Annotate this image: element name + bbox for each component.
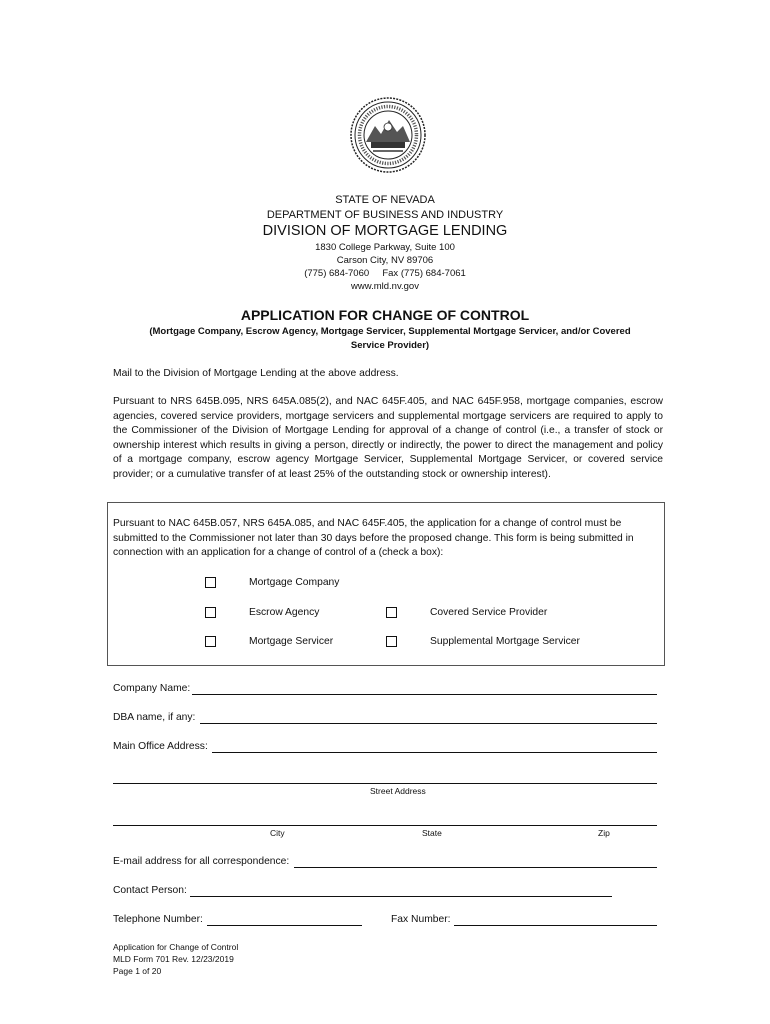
department-name: DEPARTMENT OF BUSINESS AND INDUSTRY — [266, 209, 504, 221]
label-mortgage-company: Mortgage Company — [249, 577, 340, 588]
label-supplemental-mortgage-servicer: Supplemental Mortgage Servicer — [430, 636, 580, 647]
company-name-field[interactable] — [192, 694, 657, 695]
street-address-caption: Street Address — [370, 786, 426, 796]
label-covered-service-provider: Covered Service Provider — [430, 607, 548, 618]
city-caption: City — [270, 828, 285, 838]
mail-to-text: Mail to the Division of Mortgage Lending at the above address. — [113, 368, 399, 379]
checkbox-supplemental-mortgage-servicer[interactable] — [386, 636, 397, 647]
telephone-field[interactable] — [207, 925, 362, 926]
address-line-2: Carson City, NV 89706 — [336, 255, 434, 266]
checkbox-escrow-agency[interactable] — [205, 607, 216, 618]
form-subtitle: (Mortgage Company, Escrow Agency, Mortgage Servicer, Supplemental Mortgage Servicer, and/or Covered Service Provider) — [149, 326, 631, 351]
nevada-state-seal — [349, 96, 427, 174]
telephone-label: Telephone Number: — [113, 914, 203, 925]
email-field[interactable] — [294, 867, 657, 868]
label-mortgage-servicer: Mortgage Servicer — [249, 636, 334, 647]
main-office-field[interactable] — [212, 752, 657, 753]
fax-field[interactable] — [454, 925, 657, 926]
contact-person-field[interactable] — [190, 896, 612, 897]
street-address-field[interactable] — [113, 783, 657, 784]
fax-label: Fax Number: — [391, 914, 451, 925]
company-name-label: Company Name: — [113, 683, 191, 694]
footer-form-number: MLD Form 701 Rev. 12/23/2019 — [113, 954, 234, 964]
checkbox-mortgage-servicer[interactable] — [205, 636, 216, 647]
contact-person-label: Contact Person: — [113, 885, 187, 896]
main-office-label: Main Office Address: — [113, 741, 208, 752]
box-instructions: Pursuant to NAC 645B.057, NRS 645A.085, and NAC 645F.405, the application for a change of control must be submitted to the Commissioner not later than 30 days before the proposed change. This form is being submitted in connection with an application for a change of control of a (check a box): — [113, 518, 634, 558]
footer-page-number: Page 1 of 20 — [113, 966, 162, 976]
city-state-zip-field[interactable] — [113, 825, 657, 826]
email-label: E-mail address for all correspondence: — [113, 856, 290, 867]
footer-form-name: Application for Change of Control — [113, 942, 239, 952]
dba-name-field[interactable] — [200, 723, 657, 724]
state-caption: State — [422, 828, 442, 838]
pursuant-paragraph: Pursuant to NRS 645B.095, NRS 645A.085(2), and NAC 645F.405, and NAC 645F.958, mortgage companies, escrow agencies, covered service providers, mortgage servicers and supplemental mortgage servicers are required to apply to the Commissioner of the Division of Mortgage Lending for approval of a change of control (i.e., a transfer of stock or ownership interest which results in giving a person, directly or indirectly, the power to direct the management and policy of a mortgage company, escrow agency Mortgage Servicer, Supplemental Mortgage Servicer, or covered service provider; or a cumulative transfer of at least 25% of the outstanding stock or ownership interest). — [113, 396, 663, 480]
checkbox-mortgage-company[interactable] — [205, 577, 216, 588]
zip-caption: Zip — [598, 828, 610, 838]
checkbox-covered-service-provider[interactable] — [386, 607, 397, 618]
dba-name-label: DBA name, if any: — [113, 712, 196, 723]
state-name: STATE OF NEVADA — [335, 194, 435, 206]
form-title: APPLICATION FOR CHANGE OF CONTROL — [240, 307, 530, 323]
division-name: DIVISION OF MORTGAGE LENDING — [262, 223, 508, 239]
phone-fax: (775) 684-7060 Fax (775) 684-7061 — [304, 268, 466, 279]
address-line-1: 1830 College Parkway, Suite 100 — [315, 242, 455, 253]
label-escrow-agency: Escrow Agency — [249, 607, 320, 618]
website: www.mld.nv.gov — [351, 281, 419, 292]
